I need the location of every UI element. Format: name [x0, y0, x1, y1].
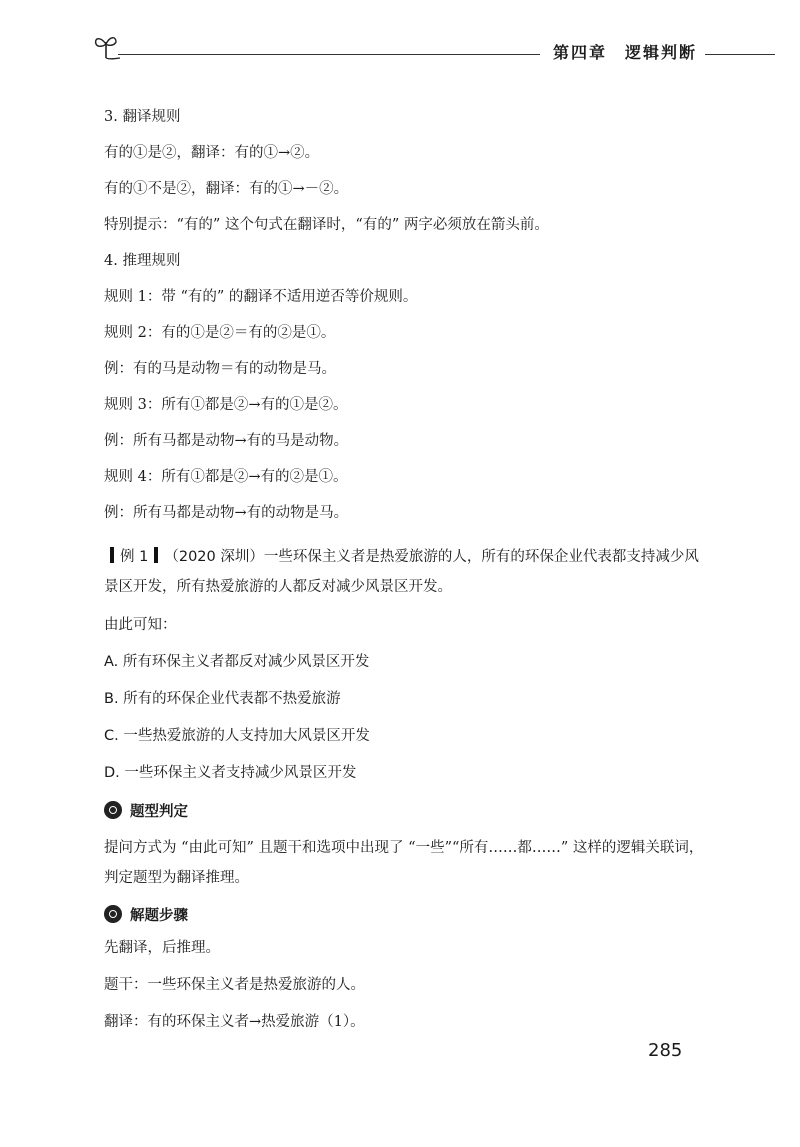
rule-heading-inference: 4. 推理规则	[104, 253, 181, 269]
example-question	[104, 542, 704, 1048]
rule-example: 例：有的马是动物＝有的动物是马。	[104, 361, 336, 377]
label-bar-left	[110, 547, 114, 563]
rule-line: 规则 4：所有①都是②→有的②是①。	[104, 469, 348, 485]
type-section-heading	[104, 799, 704, 821]
rule-example: 例：所有马都是动物→有的动物是马。	[104, 505, 349, 521]
rule-line: 规则 1：带 “有的” 的翻译不适用逆否等价规则。	[104, 289, 418, 305]
steps-section-heading	[104, 903, 704, 925]
example-label: 例 1	[120, 549, 149, 565]
rule-line: 规则 2：有的①是②＝有的②是①。	[104, 325, 336, 341]
rule-example: 例：所有马都是动物→有的马是动物。	[104, 433, 349, 449]
header-divider-left	[118, 54, 540, 55]
label-bar-right	[154, 547, 158, 563]
option-c: C. 一些热爱旅游的人支持加大风景区开发	[104, 728, 370, 744]
sprout-icon	[90, 32, 122, 60]
gear-badge-icon	[104, 801, 122, 819]
steps-section-title: 解题步骤	[130, 907, 188, 924]
example-text: （2020 深圳）一些环保主义者是热爱旅游的人，所有的环保企业代表都支持减少风景区开发，所有热爱旅游的人都反对减少风景区开发。	[104, 549, 699, 595]
steps-badge-icon	[104, 905, 122, 923]
rule-line: 有的①是②，翻译：有的①→②。	[104, 145, 320, 161]
page-header	[0, 28, 800, 68]
step-line: 翻译：有的环保主义者→热爱旅游（1）。	[104, 1014, 365, 1030]
chapter-title: 第四章 逻辑判断	[553, 43, 698, 62]
rule-line: 规则 3：所有①都是②→有的①是②。	[104, 397, 348, 413]
rules-section	[104, 106, 704, 538]
page-number: 285	[648, 1040, 683, 1061]
step-line: 先翻译，后推理。	[104, 940, 220, 956]
example-prompt: 由此可知：	[104, 617, 177, 633]
type-section-text: 提问方式为 “由此可知” 且题干和选项中出现了 “一些”“所有……都……” 这样的逻辑关联词，判定题型为翻译推理。	[104, 840, 704, 886]
special-tip: 特别提示：“有的” 这个句式在翻译时，“有的” 两字必须放在箭头前。	[104, 217, 549, 233]
type-section-title: 题型判定	[130, 803, 188, 820]
option-b: B. 所有的环保企业代表都不热爱旅游	[104, 691, 341, 707]
step-line: 题干：一些环保主义者是热爱旅游的人。	[104, 977, 365, 993]
example-stem	[104, 542, 704, 602]
option-a: A. 所有环保主义者都反对减少风景区开发	[104, 654, 370, 670]
rule-line: 有的①不是②，翻译：有的①→－②。	[104, 181, 349, 197]
option-d: D. 一些环保主义者支持减少风景区开发	[104, 765, 357, 781]
header-divider-right	[705, 54, 775, 55]
rule-heading-translation: 3. 翻译规则	[104, 109, 181, 125]
